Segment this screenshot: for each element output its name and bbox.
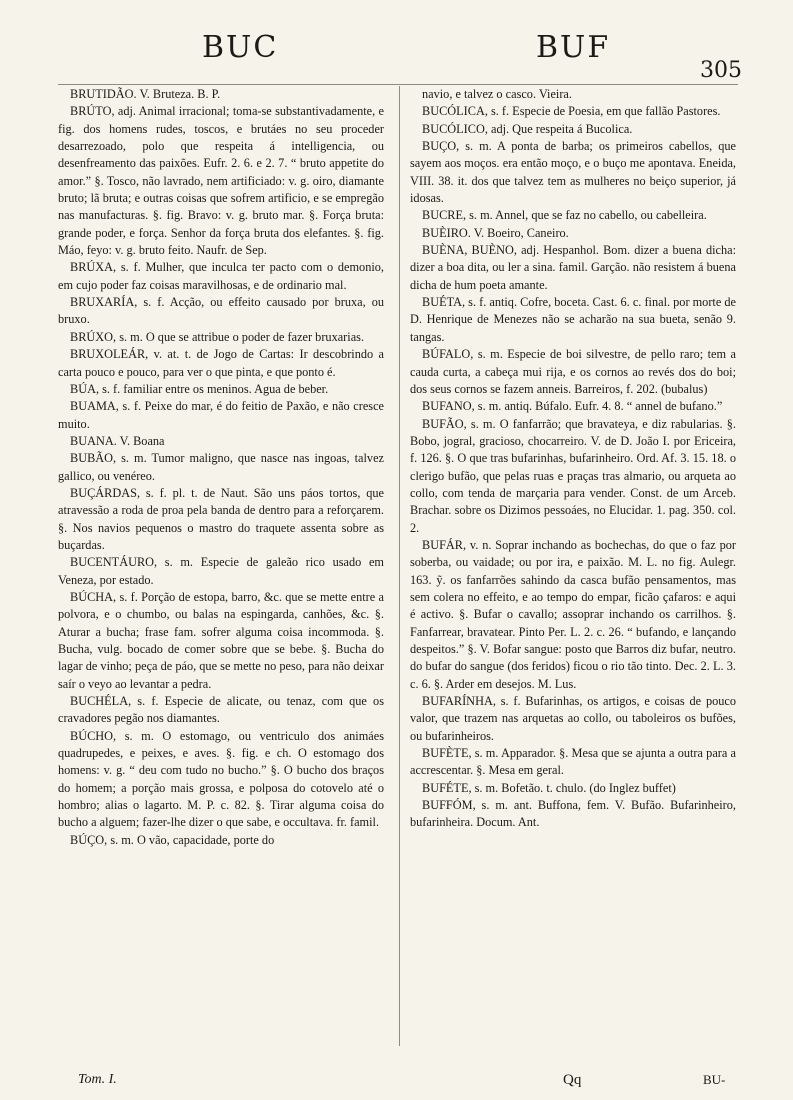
entry-bufete-bofetao: BUFÉTE, s. m. Bofetão. t. chulo. (do Inglez buffet) [422,780,676,795]
entry-bufarinha: BUFARÍNHA, s. f. Bufarinhas, os artigos, e coisas de pouco valor, que trazem nas arquetas ao collo, ou taboleiros os bufões, ou bufarinheiros. [410,694,736,743]
entry-buffom: BUFFÓM, s. m. ant. Buffona, fem. V. Bufão. Bufarinheiro, bufarinheira. Docum. Ant. [410,798,736,830]
entry-bufalo: BÚFALO, s. m. Especie de boi silvestre, de pello raro; tem a cauda curta, a cabeça mui rija, e os cornos ao revés dos do boi; dos seus cornos se fazem anneis. Barreiros, f. 202. (bubalus) [410,347,736,396]
running-header-left: BUC [202,30,279,65]
entry-buco-continued: navio, e talvez o casco. Vieira. [422,87,572,101]
entry-bruxaria: BRUXARÍA, s. f. Acção, ou effeito causado por bruxa, ou bruxo. [58,295,384,327]
volume-label: Tom. I. [78,1072,117,1087]
entry-bufao: BUFÃO, s. m. O fanfarrão; que bravateya, e diz rabularias. §. Bobo, jogral, gracioso, chocarreiro. V. de D. João I. por Ericeira, f. 126. §. O que tras bufarinhas, bufarinheiro. Ord. Af. 3. 15. 18. o clerigo bufão, que pelas ruas e praças tras almario, ou arqueta ao collo, com tenda de marçaria para vender. Const. de um Arceb. Brachar. sobre os Dizimos pessoáes, no Elucidar. 1. pag. 350. col. 2. [410,416,736,535]
entry-bufete-apparador: BUFÈTE, s. m. Apparador. §. Mesa que se ajunta a outra para a accrescentar. §. Mesa em geral. [410,746,736,778]
entry-bubao: BUBÃO, s. m. Tumor maligno, que nasce nas ingoas, talvez gallico, ou venéreo. [58,451,384,483]
catchword: BU- [703,1072,726,1087]
left-column [58,86,384,849]
entry-bruxo: BRÚXO, s. m. O que se attribue o poder de fazer bruxarias. [70,329,365,344]
column-divider [399,86,400,1046]
entry-bucha: BÚCHA, s. f. Porção de estopa, barro, &c. que se mette entre a polvora, e o chumbo, ou balas na espingarda, canhões, &c. §. Aturar a bucha; frase fam. sofrer alguma coisa incommoda. §. Bucha, vulg. bocado de comer sobre que se bebe. §. Bucha do lagar de vinho; peça de páo, que se mette no peso, para não deixar saír o veyo ao levantar a pedra. [58,589,384,691]
entry-buco-left: BÚÇO, s. m. O vão, capacidade, porte do [70,832,275,847]
entry-bucentauro: BUCENTÁURO, s. m. Especie de galeão rico usado em Veneza, por estado. [58,555,384,587]
entry-bucardas: BUÇÁRDAS, s. f. pl. t. de Naut. São uns páos tortos, que atravessão a roda de proa pela banda de dentro para a reforçarem. §. Nos navios pequenos o mastro do traquete assenta sobre as buçardas. [58,485,384,552]
entry-bucolica: BUCÓLICA, s. f. Especie de Poesia, em que fallão Pastores. [422,104,721,119]
entry-bruxolear: BRUXOLEÁR, v. at. t. de Jogo de Cartas: Ir descobrindo a carta pouco e pouco, para ver o que pinta, e que ponto é. [58,347,384,379]
entry-bucho: BÚCHO, s. m. O estomago, ou ventriculo dos animáes quadrupedes, e peixes, e aves. §. fig. e ch. O estomago dos homens: v. g. “ deu com tudo no bucho.” §. O bucho dos braços do homem; a porção mais grossa, e polposa do cotovelo até o hombro; alias o lagarto. M. P. c. 82. §. Tirar alguma coisa do bucho a alguem; fazer-lhe dizer o que sabe, e occultava. fr. famil. [58,728,384,830]
header-rule [58,84,738,85]
signature-mark: Qq [563,1072,582,1088]
entry-bruxa: BRÚXA, s. f. Mulher, que inculca ter pacto com o demonio, em cujo poder faz coisas maravilhosas, e de ordinario mal. [58,260,384,292]
entry-buana: BUANA. V. Boana [70,433,165,448]
entry-bucre: BUCRE, s. m. Annel, que se faz no cabello, ou cabelleira. [422,208,707,223]
entry-brutidao: BRUTIDÃO. V. Bruteza. B. P. [70,87,221,101]
running-header-right: BUF [536,30,611,65]
entry-buchela: BUCHÉLA, s. f. Especie de alicate, ou tenaz, com que os cravadores pegão nos diamantes. [58,694,384,726]
entry-buena: BUÈNA, BUÈNO, adj. Hespanhol. Bom. dizer a buena dicha: dizer a boa dita, ou ler a sina. famil. Garção. não resistem á buena dicha de hum poeta amante. [410,243,736,292]
entry-bufar: BUFÁR, v. n. Soprar inchando as bochechas, do que o faz por soberba, ou vaidade; ou por ira, e paixão. M. L. no fig. Aulegr. 163. ỹ. os fanfarrões sahindo da casca bufão pensamentos, mas sem colera no effeito, e ao tempo do empar, ficão çafaros: e aqui é activo. §. Bufar o cavallo; assoprar inchando os carrilhos. §. Fanfarrear, bravatear. Pinto Per. L. 2. c. 26. “ bufando, e lançando despeitos.” §. V. Bofar sangue: posto que Barros diz bufar, neutro. do bufar do sangue (dos feridos) ficou o rio tão tinto. Dec. 2. L. 3. c. 6. §. Arder em desejos. M. Lus. [410,537,736,691]
entry-bufano: BUFANO, s. m. antiq. Búfalo. Eufr. 4. 8. “ annel de bufano.” [422,399,723,414]
page-number: 305 [700,58,742,83]
entry-bruto: BRÚTO, adj. Animal irracional; toma-se substantivadamente, e fig. dos homens rudes, toscos, e brutáes no seu proceder desarrezoado, polo que respeita á intelligencia, ou desenfreamento das paixões. Eufr. 2. 6. e 2. 7. “ bruto appetite do amor.” §. Tosco, não lavrado, nem artificiado: v. g. oiro, diamante bruto; lã bruta; e outras coisas que sofrem artificio, e se empregão nas manufacturas. §. fig. Bravo: v. g. bruto mar. §. Força bruta: grande poder, e força. Senhor da força bruta dos elefantes. §. fig. Máo, feyo: v. g. bruto feito. Naufr. de Sep. [58,104,384,258]
entry-buco: BUÇO, s. m. A ponta de barba; os primeiros cabellos, que sayem aos moços. era então moço, e o buço me apontava. Eneida, VIII. 38. it. dos que talvez tem as mulheres no beiço superior, já idosas. [410,139,736,206]
right-column [410,86,736,832]
entry-buama: BUAMA, s. f. Peixe do mar, é do feitio de Paxão, e não cresce muito. [58,399,384,431]
entry-bua: BÚA, s. f. familiar entre os meninos. Agua de beber. [70,381,329,396]
entry-bucolico: BUCÓLICO, adj. Que respeita á Bucolica. [422,121,633,136]
entry-bueiro: BUÈIRO. V. Boeiro, Caneiro. [422,225,569,240]
entry-bueta: BUÉTA, s. f. antiq. Cofre, boceta. Cast. 6. c. final. por morte de D. Henrique de Menezes não se acharão na sua bueta, senão 9. tangas. [410,295,736,344]
